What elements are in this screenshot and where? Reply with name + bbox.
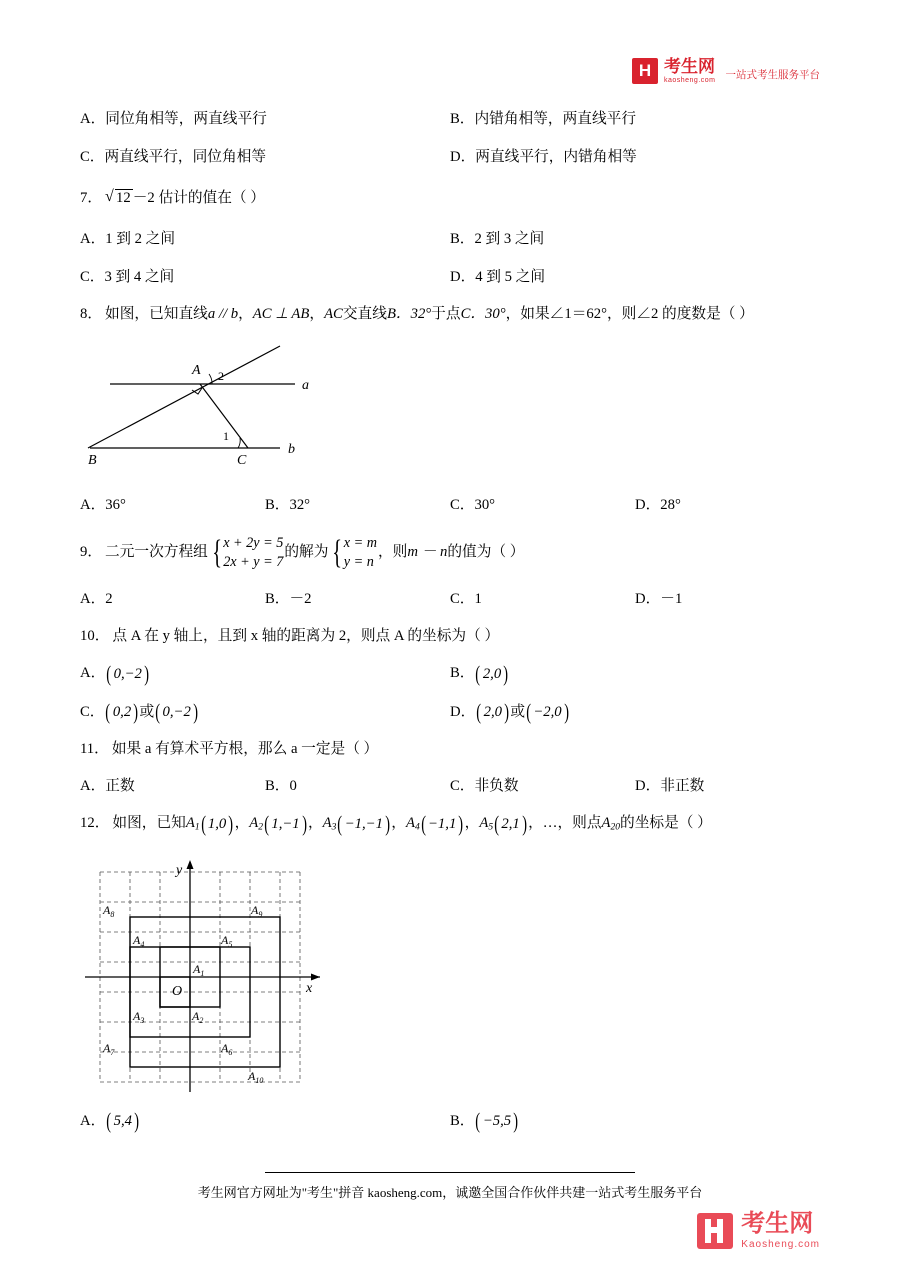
q7-option-b: B．2 到 3 之间	[450, 231, 545, 247]
question-9-stem	[80, 524, 820, 580]
coordinate-pair: ( 2,0 )	[475, 693, 510, 731]
q12-label-A4: $A_4$	[133, 932, 145, 949]
q7-option-d: D．4 到 5 之间	[450, 269, 546, 285]
q12-label-O: O	[172, 983, 183, 999]
q12-number: 12．	[80, 815, 110, 832]
q12-label-A2: $A_2$	[192, 1008, 204, 1025]
coordinate-pair: ( 0,2 )	[104, 693, 139, 731]
q9-number: 9．	[80, 544, 103, 560]
footer-logo	[697, 1212, 820, 1250]
q12-p2: 1,−1	[271, 815, 300, 832]
q8-option-d: D．28°	[635, 497, 681, 513]
q12-p4: −1,1	[428, 815, 457, 832]
q7-option-a: A．1 到 2 之间	[80, 231, 176, 247]
question-8-figure	[80, 336, 820, 486]
coordinate-pair: ( −1,1 )	[420, 806, 465, 842]
q9-options-row	[80, 580, 820, 618]
q7-option-c: C．3 到 4 之间	[80, 269, 175, 285]
footer-icon-bar	[705, 1227, 723, 1233]
q12-options-row	[80, 1102, 820, 1141]
q8-ac: AC	[324, 306, 343, 322]
q8-option-c: C．30°	[450, 497, 496, 513]
question-7-stem	[80, 176, 820, 220]
q12-b-label: B．	[450, 1112, 475, 1129]
q8-ab: a // b	[207, 306, 239, 322]
q9-expr: m － n	[407, 544, 448, 560]
q12-a-value: 5,4	[113, 1113, 132, 1130]
q12-p1: 1,0	[207, 815, 227, 832]
q8-number: 8．	[80, 306, 103, 322]
coordinate-pair: ( 5,4 )	[105, 1102, 140, 1140]
q8-option-b: B．32°	[265, 497, 311, 513]
q8-point-c: C．30°	[460, 306, 506, 322]
q11-option-b: B．0	[265, 778, 297, 795]
coordinate-pair: ( −2,0 )	[525, 693, 570, 731]
coordinate-pair: ( 1,−1 )	[263, 806, 308, 842]
q9-option-a: A．2	[80, 591, 113, 607]
q6-option-b: B．内错角相等，两直线平行	[450, 111, 637, 127]
q12-point-1-label: $A_1$	[185, 815, 200, 833]
q12-text-2: ，…，则点	[528, 815, 602, 832]
q7-options-row-2	[80, 258, 820, 296]
q9-text-3: ，则	[377, 544, 408, 560]
q7-stem-tail: －2 估计的值在（ ）	[132, 190, 265, 206]
q9-text-2: 的解为	[284, 544, 329, 560]
q10-b-value: 2,0	[482, 665, 502, 682]
logo-domain: kaosheng.com	[663, 77, 716, 84]
logo-chinese-name: 考生网	[663, 57, 715, 76]
q10-option-b	[450, 654, 820, 693]
q12-label-A9: $A_9$	[251, 902, 263, 919]
sqrt-icon: √ 12	[105, 176, 133, 220]
q12-a20-label: $A_{20}$	[601, 815, 621, 833]
logo-text	[664, 58, 716, 84]
q12-label-A6: $A_6$	[221, 1040, 233, 1057]
q9-text-1: 二元一次方程组	[105, 544, 208, 560]
q8-text-4: ，如果∠1＝62°，则∠2 的度数是（ ）	[505, 306, 754, 322]
q12-label-x: x	[306, 980, 313, 996]
q9-sol-1: x = m	[343, 534, 377, 551]
q6-option-c: C．两直线平行，同位角相等	[80, 149, 267, 165]
coordinate-pair: ( 2,0 )	[474, 655, 509, 693]
question-12-figure	[80, 852, 820, 1102]
q9-eq-2: 2x + y = 7	[223, 553, 284, 570]
header-logo	[632, 58, 820, 84]
q8-label-b: b	[288, 442, 295, 457]
q9-system-2	[329, 534, 377, 572]
q12-label-A1: $A_1$	[193, 961, 205, 978]
q10-d-label: D．	[450, 703, 476, 720]
q12-label-A10: $A_{10}$	[248, 1068, 264, 1085]
q12-point-5-label: $A_5$	[479, 815, 494, 833]
question-10-stem	[80, 618, 820, 654]
q8-sep2: ，	[309, 306, 325, 322]
q10-option-a	[80, 654, 450, 693]
q10-text: 点 A 在 y 轴上，且到 x 轴的距离为 2，则点 A 的坐标为（ ）	[112, 628, 500, 644]
q10-d-value-2: −2,0	[533, 704, 562, 721]
q6-options-row-2	[80, 138, 820, 176]
q12-p3: −1,−1	[344, 815, 383, 832]
footer-logo-domain: Kaosheng.com	[741, 1239, 820, 1250]
q11-options-row	[80, 767, 820, 805]
logo-slogan: 一站式考生服务平台	[725, 69, 820, 81]
exam-content	[80, 100, 820, 1140]
q7-number: 7．	[80, 190, 103, 206]
q8-options-row	[80, 486, 820, 524]
q8-label-B: B	[88, 453, 97, 468]
footer-note: 考生网官方网址为"考生"拼音 kaosheng.com，诚邀全国合作伙伴共建一站式考生服务平台	[197, 1185, 703, 1200]
question-11-stem	[80, 731, 820, 767]
question-8-stem	[80, 296, 820, 332]
footer-divider	[265, 1172, 635, 1173]
q12-label-A5: $A_5$	[221, 932, 233, 949]
q10-c-mid: 或	[139, 703, 155, 720]
q8-text-2: 交直线	[342, 306, 387, 322]
q12-diagram	[80, 852, 400, 1102]
left-brace-icon: {	[212, 534, 222, 572]
q8-label-angle2: 2	[218, 369, 224, 383]
left-brace-icon-2: {	[332, 534, 343, 572]
q12-text-1: 如图，已知	[112, 815, 186, 832]
question-12-stem: 12． 如图，已知$A_1$ ( 1,0 ) ，$A_2$ ( 1,−1 ) ，$A_3$ ( −1,−1 ) ，$A_4$ ( −1,1 ) ，$A_5$ ( 2,1 ) ，…，则点$A_{20}$的坐标是（ ）	[80, 805, 820, 845]
q10-options-row-1	[80, 654, 820, 693]
q12-a-label: A．	[80, 1112, 106, 1129]
q10-d-value-1: 2,0	[483, 704, 502, 721]
q12-label-A7: $A_7$	[103, 1040, 115, 1057]
q11-text: 如果 a 有算术平方根，那么 a 一定是（ ）	[111, 741, 379, 758]
q9-eq-1: x + 2y = 5	[223, 534, 284, 551]
q9-text-4: 的值为（ ）	[447, 544, 525, 560]
q12-point-4-label: $A_4$	[405, 815, 420, 833]
q11-number: 11．	[80, 741, 109, 758]
q7-options-row-1	[80, 220, 820, 258]
q12-label-A8: $A_8$	[103, 902, 115, 919]
q6-option-d: D．两直线平行，内错角相等	[450, 149, 637, 165]
coordinate-pair: ( 0,−2 )	[154, 693, 199, 731]
q8-label-a: a	[302, 378, 309, 393]
q8-option-a: A．36°	[80, 497, 126, 513]
q10-options-row-2	[80, 693, 820, 732]
q12-p5: 2,1	[501, 815, 520, 832]
q11-option-c: C．非负数	[450, 778, 519, 795]
q8-label-angle1: 1	[223, 429, 229, 443]
q8-diagram	[80, 336, 400, 486]
q6-options-row-1	[80, 100, 820, 138]
q9-system-1	[209, 534, 283, 572]
q12-option-a	[80, 1102, 450, 1141]
q8-label-C: C	[237, 453, 247, 468]
q12-label-y: y	[176, 862, 183, 878]
q10-c-label: C．	[80, 703, 105, 720]
q11-option-a: A．正数	[80, 778, 135, 795]
q10-b-label: B．	[450, 665, 475, 681]
q10-option-d	[450, 693, 820, 732]
kaosheng-footer-icon	[697, 1213, 733, 1249]
q9-option-b: B．－2	[265, 591, 312, 607]
q12-option-b	[450, 1102, 820, 1141]
q10-option-c	[80, 693, 450, 732]
q8-text-3: 于点	[431, 306, 461, 322]
coordinate-pair: ( 1,0 )	[200, 806, 235, 842]
q6-option-a: A．同位角相等，两直线平行	[80, 111, 267, 127]
q12-point-3-label: $A_3$	[322, 815, 337, 833]
q10-c-value-2: 0,−2	[162, 704, 191, 721]
q12-point-2-label: $A_2$	[249, 815, 264, 833]
q8-text-1: 如图，已知直线	[105, 306, 208, 322]
q10-number: 10．	[80, 628, 110, 644]
coordinate-pair: ( −5,5 )	[474, 1102, 519, 1140]
footer-logo-name: 考生网	[741, 1210, 814, 1237]
q8-sep1: ，	[238, 306, 253, 322]
q9-option-d: D．－1	[635, 591, 683, 607]
coordinate-pair: ( 0,−2 )	[105, 655, 150, 693]
q10-d-mid: 或	[510, 703, 526, 720]
q12-label-A3: $A_3$	[133, 1008, 145, 1025]
q10-c-value-1: 0,2	[112, 704, 132, 721]
q8-label-A: A	[192, 363, 201, 378]
q12-text-3: 的坐标是（ ）	[620, 815, 712, 832]
kaosheng-logo-icon: H	[632, 58, 658, 84]
q10-a-value: 0,−2	[113, 665, 142, 682]
q8-ac-perp: AC ⊥ AB	[252, 306, 310, 322]
coordinate-pair: ( 2,1 )	[493, 806, 528, 842]
q8-line-b: B．32°	[386, 306, 432, 322]
q10-a-label: A．	[80, 665, 106, 681]
coordinate-pair: ( −1,−1 )	[336, 806, 391, 842]
q11-option-d: D．非正数	[635, 778, 705, 795]
q12-b-value: −5,5	[482, 1113, 512, 1130]
q9-option-c: C．1	[450, 591, 482, 607]
q9-sol-2: y = n	[343, 553, 374, 570]
